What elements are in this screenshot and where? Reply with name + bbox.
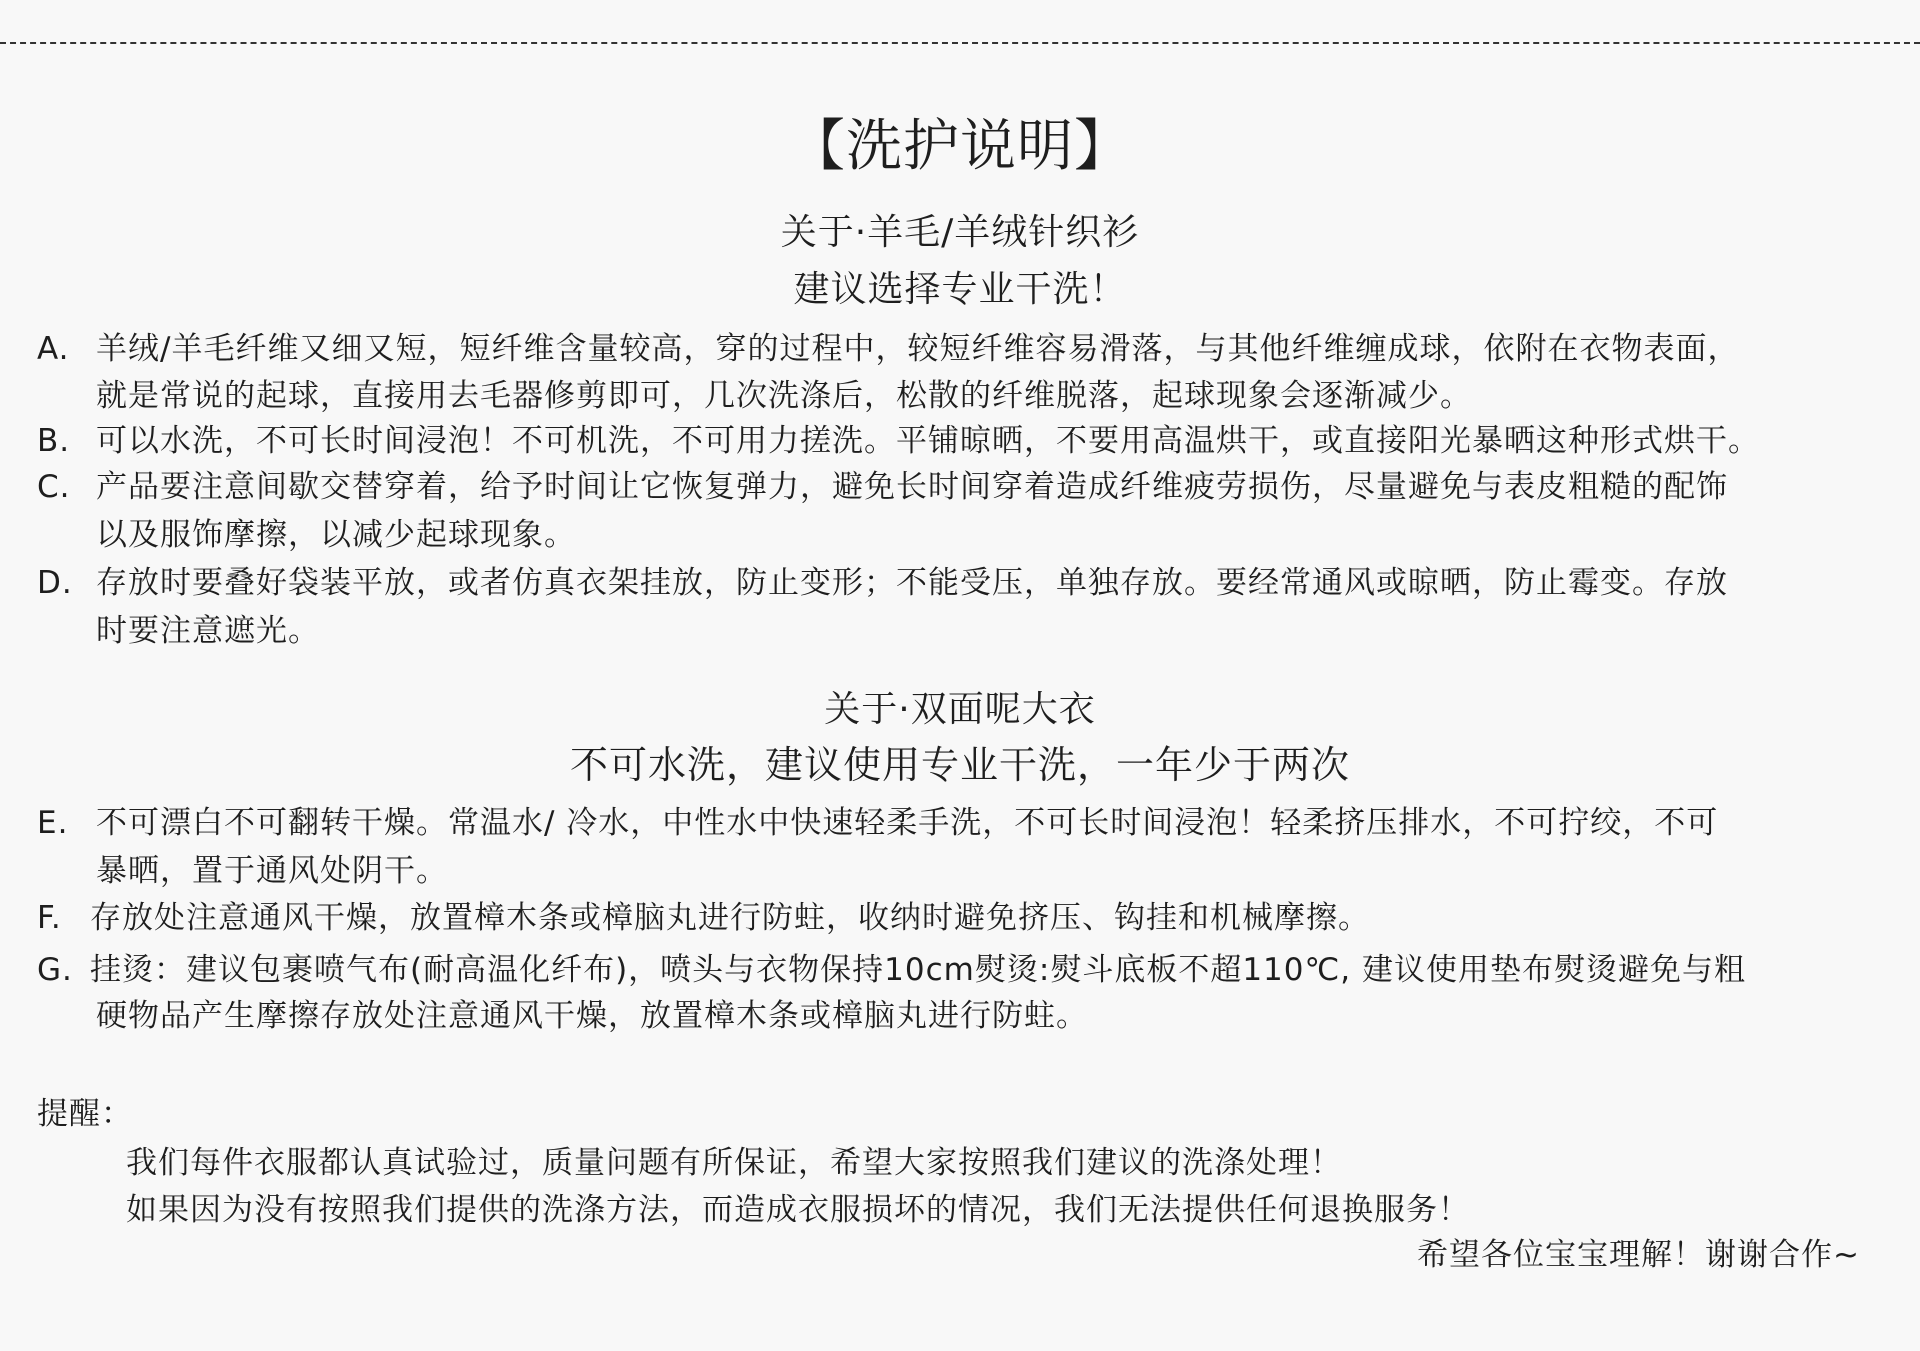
item-label-a: A. — [37, 331, 70, 367]
item-c-line2: 以及服饰摩擦，以减少起球现象。 — [96, 517, 576, 553]
reminder-line1: 我们每件衣服都认真试验过，质量问题有所保证，希望大家按照我们建议的洗涤处理！ — [126, 1145, 1342, 1181]
item-e-line2: 暴晒，置于通风处阴干。 — [96, 853, 448, 889]
item-b-line1: 可以水洗，不可长时间浸泡！不可机洗，不可用力搓洗。平铺晾晒，不要用高温烘干，或直接阳光暴晒这种形式烘干。 — [96, 423, 1760, 459]
item-d-line2: 时要注意遮光。 — [96, 613, 320, 649]
section2-heading: 关于·双面呢大衣 — [824, 689, 1096, 730]
item-d-line1: 存放时要叠好袋装平放，或者仿真衣架挂放，防止变形；不能受压，单独存放。要经常通风或晾晒，防止霉变。存放 — [96, 565, 1728, 601]
item-label-f: F. — [37, 900, 62, 936]
reminder-line2: 如果因为没有按照我们提供的洗涤方法，而造成衣服损坏的情况，我们无法提供任何退换服务！ — [126, 1192, 1470, 1228]
item-a-line1: 羊绒/羊毛纤维又细又短，短纤维含量较高，穿的过程中，较短纤维容易滑落，与其他纤维缠成球，依附在衣物表面， — [96, 331, 1740, 367]
reminder-closing: 希望各位宝宝理解！谢谢合作~ — [1417, 1237, 1860, 1273]
item-label-e: E. — [37, 805, 69, 841]
section1-heading: 关于·羊毛/羊绒针织衫 — [780, 212, 1140, 253]
item-e-line1: 不可漂白不可翻转干燥。常温水/ 冷水，中性水中快速轻柔手洗，不可长时间浸泡！轻柔挤压排水，不可拧绞，不可 — [96, 805, 1719, 841]
page-title: 【洗护说明】 — [789, 114, 1131, 179]
item-f-line1: 存放处注意通风干燥，放置樟木条或樟脑丸进行防蛀，收纳时避免挤压、钩挂和机械摩擦。 — [90, 900, 1370, 936]
section1-subheading: 建议选择专业干洗！ — [793, 269, 1127, 310]
item-a-line2: 就是常说的起球，直接用去毛器修剪即可，几次洗涤后，松散的纤维脱落，起球现象会逐渐减少。 — [96, 378, 1472, 414]
item-g-line2: 硬物品产生摩擦存放处注意通风干燥，放置樟木条或樟脑丸进行防蛀。 — [96, 998, 1088, 1034]
item-c-line1: 产品要注意间歇交替穿着，给予时间让它恢复弹力，避免长时间穿着造成纤维疲劳损伤，尽量避免与表皮粗糙的配饰 — [96, 469, 1728, 505]
item-label-d: D. — [37, 565, 73, 601]
item-label-g: G. — [37, 952, 73, 988]
item-label-b: B. — [37, 423, 71, 459]
reminder-label: 提醒： — [37, 1096, 133, 1132]
section2-subheading: 不可水洗，建议使用专业干洗，一年少于两次 — [569, 743, 1350, 787]
item-label-c: C. — [37, 469, 71, 505]
dashed-divider — [0, 42, 1920, 44]
item-g-line1: 挂烫：建议包裹喷气布(耐高温化纤布)，喷头与衣物保持10cm熨烫:熨斗底板不超110℃, 建议使用垫布熨烫避免与粗 — [90, 952, 1747, 988]
